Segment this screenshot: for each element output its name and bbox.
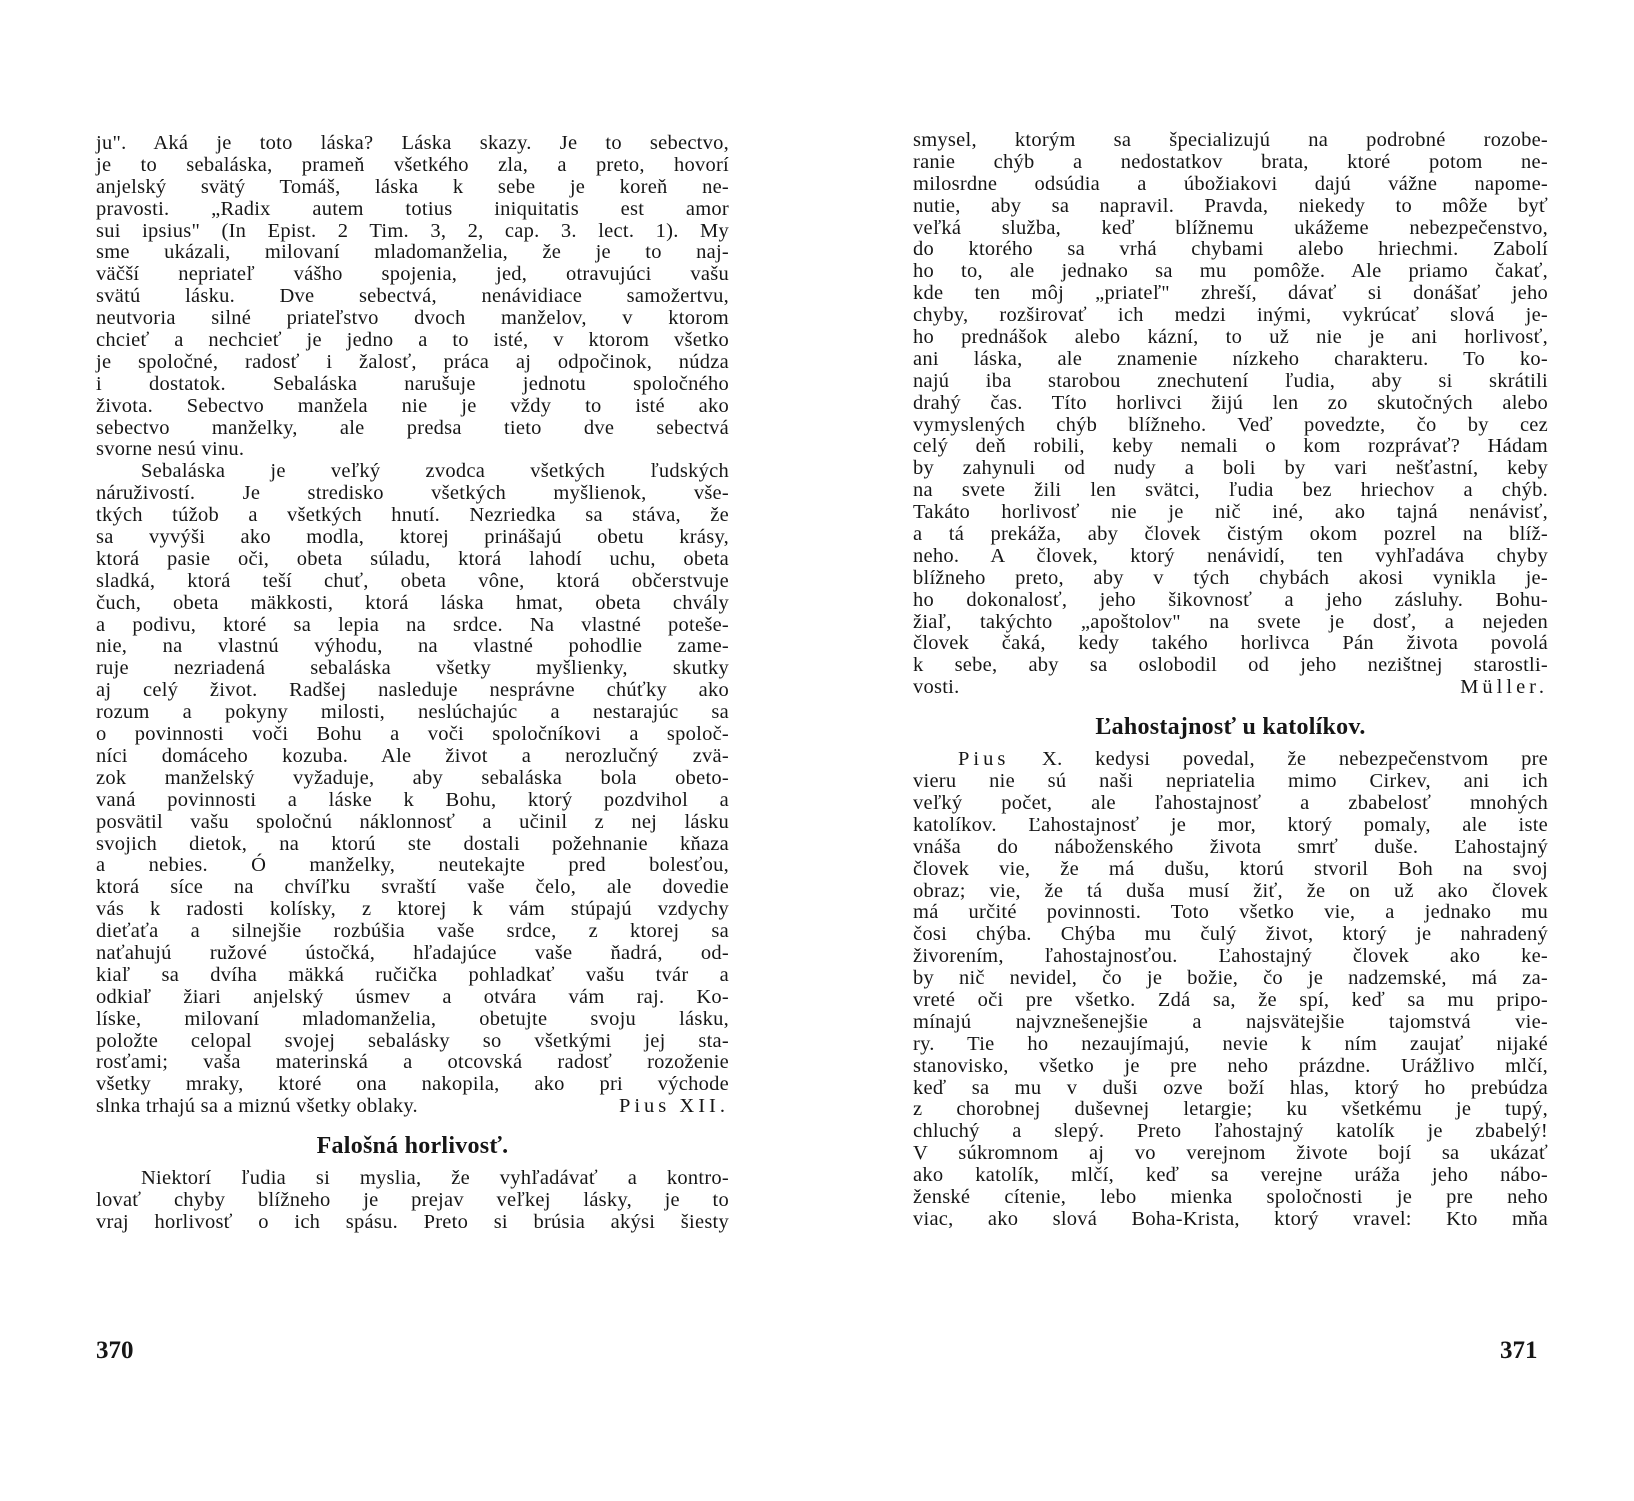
text-line: obraz; vie, že tá duša musí žiť, že on už ako človek — [913, 879, 1548, 902]
text-line: a podivu, ktoré sa lepia na srdce. Na vlastné poteše- — [96, 613, 729, 636]
text-line: odkiaľ žiari anjelský úsmev a otvára vám raj. Ko- — [96, 985, 729, 1008]
text-line: vás k radosti kolísky, z ktorej k vám stúpajú vzdychy — [96, 898, 729, 921]
text-line: drahý čas. Títo horlivci žijú len zo skutočných alebo — [913, 391, 1548, 414]
right-paragraph-1 — [913, 130, 1548, 677]
text-line: ry. Tie ho nezaujímajú, nevie k ním zaujať nijaké — [913, 1032, 1548, 1055]
text-line: Takáto horlivosť nie je nič iné, ako tajná nenávisť, — [913, 501, 1548, 524]
left-paragraph-3 — [96, 1168, 729, 1234]
text-line: chcieť a nechcieť je jedno a to isté, v ktorom všetko — [96, 329, 729, 352]
text-line: najú iba starobou znechutení ľudia, aby si skrátili — [913, 369, 1548, 392]
text-line: zok manželský vyžaduje, aby sebaláska bola obeto- — [96, 766, 729, 789]
text-line: ženské cítenie, lebo mienka spoločnosti je pre neho — [913, 1185, 1548, 1208]
text-line: ktorá pasie oči, obeta súladu, ktorá lahodí uchu, obeta — [96, 547, 729, 570]
right-page — [817, 0, 1634, 1501]
text-line: rosťami; vaša materinská a otcovská radosť rozoženie — [96, 1051, 729, 1074]
text-line: veľká služba, keď blížnemu ukážeme nebezpečenstvo, — [913, 216, 1548, 239]
text-line: čosi chýba. Chýba mu čulý život, ktorý je nahradený — [913, 923, 1548, 946]
text-line: o povinnosti voči Bohu a voči spoločníkovi a spoloč- — [96, 723, 729, 746]
closing-text: slnka trhajú sa a miznú všetky oblaky. — [96, 1095, 418, 1118]
text-line: katolíkov. Ľahostajnosť je mor, ktorý pomaly, ale iste — [913, 813, 1548, 836]
text-line: viac, ako slová Boha-Krista, ktorý vravel: Kto mňa — [913, 1207, 1548, 1230]
right-paragraph-1-closing — [913, 677, 1548, 699]
text-line: života. Sebectvo manžela nie je vždy to isté ako — [96, 394, 729, 417]
text-line: vieru nie sú naši nepriatelia mimo Cirkev, ani ich — [913, 770, 1548, 793]
text-line: by zahynuli od nudy a boli by vari nešťastní, keby — [913, 457, 1548, 480]
text-line: je to sebaláska, prameň všetkého zla, a preto, hovorí — [96, 153, 729, 176]
text-line: a nebies. Ó manželky, neutekajte pred bolesťou, — [96, 854, 729, 877]
text-line: sebectvo manželky, ale predsa tieto dve sebectvá — [96, 416, 729, 439]
text-line: V súkromnom aj vo verejnom živote bojí sa ukázať — [913, 1142, 1548, 1165]
text-line: chluchý a slepý. Preto ľahostajný katolík je zbabelý! — [913, 1120, 1548, 1143]
page-number-right: 371 — [1500, 1337, 1538, 1364]
text-line: rozum a pokyny milosti, neslúchajúc a nestarajúc sa — [96, 701, 729, 724]
text-line: svorne nesú vinu. — [96, 438, 245, 461]
text-line: milosrdne odsúdia a úbožiakovi dajú vážne napome- — [913, 172, 1548, 195]
text-line: čuch, obeta mäkkosti, ktorá láska hmat, obeta chvály — [96, 591, 729, 614]
text-line: dieťaťa a silnejšie rozbúšia vaše srdce, z ktorej sa — [96, 920, 729, 943]
text-line: Sebaláska je veľký zvodca všetkých ľudských — [141, 460, 729, 483]
text-line: všetky mraky, ktoré ona nakopila, ako pri východe — [96, 1073, 729, 1096]
text-line: sme ukázali, milovaní mladomanželia, že je to naj- — [96, 241, 729, 264]
text-line: sladká, ktorá teší chuť, obeta vône, ktorá občerstvuje — [96, 569, 729, 592]
author-name-pius: Pius — [958, 748, 1010, 771]
text-line: ktorá síce na chvíľku svraští vaše čelo, ale dovedie — [96, 876, 729, 899]
text-line: by nič nevidel, čo je božie, čo je nadzemské, má za- — [913, 967, 1548, 990]
text-line: sa vyvýši ako modla, ktorej prinášajú obetu krásy, — [96, 526, 729, 549]
text-line: ruje nezriadená sebaláska všetky myšlienky, skutky — [96, 657, 729, 680]
text-line: ani láska, ale znamenie nízkeho charakteru. To ko- — [913, 347, 1548, 370]
text-line: vaná povinnosti a láske k Bohu, ktorý pozdvihol a — [96, 788, 729, 811]
text-line: vnáša do náboženského života smrť duše. Ľahostajný — [913, 835, 1548, 858]
signature-muller: Müller. — [1460, 676, 1548, 699]
text-line: vraj horlivosť o ich spásu. Preto si brúsia akýsi šiesty — [96, 1210, 729, 1233]
text-line: ho to, ale jednako sa mu pomôže. Ale priamo čakať, — [913, 260, 1548, 283]
section-heading-lahostajnost: Ľahostajnosť u katolíkov. — [1095, 714, 1366, 741]
text-line: ho dokonalosť, jeho šikovnosť a jeho zásluhy. Bohu- — [913, 588, 1548, 611]
text-line: nie, na vlastnú výhodu, na vlastné pohodlie zame- — [96, 635, 729, 658]
text-line: väčší nepriateľ vášho spojenia, jed, otravujúci vašu — [96, 263, 729, 286]
text-line: vymyslených chýb blížneho. Veď povedzte, čo by cez — [913, 413, 1548, 436]
text-line: neutvoria silné priateľstvo dvoch manželov, v ktorom — [96, 307, 729, 330]
text-line: vreté oči pre všetko. Zdá sa, že spí, keď sa mu pripo- — [913, 988, 1548, 1011]
text-line: blížneho preto, aby v tých chybách akosi vynikla je- — [913, 566, 1548, 589]
text-line: ako katolík, mlčí, keď sa verejne uráža jeho nábo- — [913, 1164, 1548, 1187]
text-line: níci domáceho kozuba. Ale život a nerozlučný zvä- — [96, 744, 729, 767]
text-line: aj celý život. Radšej nasleduje nesprávne chúťky ako — [96, 679, 729, 702]
text-line: náruživostí. Je stredisko všetkých myšlienok, vše- — [96, 482, 729, 505]
text-line: líske, milovaní mladomanželia, obetujte svoju lásku, — [96, 1007, 729, 1030]
text-line: a tá prekáža, aby človek čistým okom pozrel na blíž- — [913, 523, 1548, 546]
text-line: tkých túžob a všetkých hnutí. Nezriedka sa stáva, že — [96, 504, 729, 527]
text-line: svätú lásku. Dve sebectvá, nenávidiace samožertvu, — [96, 285, 729, 308]
text-line: kde ten môj „priateľ" zhreší, dávať si donášať jeho — [913, 282, 1548, 305]
text-line: smysel, ktorým sa špecializujú na podrobné rozobe- — [913, 129, 1548, 151]
line-text: X. kedysi povedal, že nebezpečenstvom pre — [1042, 748, 1548, 771]
text-line: naťahujú ružové ústočká, hľadajúce vaše ňadrá, od- — [96, 941, 729, 964]
text-line: do ktorého sa vrhá chybami alebo hriechmi. Zabolí — [913, 238, 1548, 261]
text-line: položte celopal svojej sebalásky so všetkými jej sta- — [96, 1029, 729, 1052]
text-line: i dostatok. Sebaláska narušuje jednotu spoločného — [96, 372, 729, 395]
text-line: posvätil vašu spoločnú náklonnosť a učinil z nej lásku — [96, 810, 729, 833]
left-text-column — [96, 133, 729, 1234]
text-line: pravosti. „Radix autem totius iniquitatis est amor — [96, 197, 729, 220]
left-paragraph-1 — [96, 133, 729, 461]
text-line: žiaľ, takýchto „apoštolov" na svete je dosť, a nejeden — [913, 610, 1548, 633]
text-line: chyby, rozširovať ich medzi inými, vykrúcať slová je- — [913, 304, 1548, 327]
closing-text: vosti. — [913, 676, 960, 699]
text-line: človek vie, že má dušu, ktorú stvoril Boh na svoj — [913, 857, 1548, 880]
right-text-column — [913, 130, 1548, 1231]
signature-pius-xii: Pius XII. — [618, 1095, 729, 1118]
right-paragraph-2-first-line — [913, 749, 1548, 771]
text-line: svojich dietok, na ktorú ste dostali požehnanie kňaza — [96, 832, 729, 855]
text-line: na svete žili len svätci, ľudia bez hriechov a chýb. — [913, 479, 1548, 502]
text-line: celý deň robili, keby nemali o kom rozprávať? Hádam — [913, 435, 1548, 458]
text-line: keď sa mu v duši ozve boží hlas, ktorý ho prebúdza — [913, 1076, 1548, 1099]
text-line: mínajú najvznešenejšie a najsvätejšie tajomstvá vie- — [913, 1010, 1548, 1033]
left-paragraph-2-closing — [96, 1096, 729, 1118]
section-heading-falosna-horlivost: Falošná horlivosť. — [316, 1133, 509, 1160]
text-line: anjelský svätý Tomáš, láska k sebe je koreň ne- — [96, 175, 729, 198]
text-line: Niektorí ľudia si myslia, že vyhľadávať a kontro- — [141, 1167, 729, 1190]
right-paragraph-2 — [913, 771, 1548, 1231]
text-line: ho prednášok alebo kázní, to už nie je ani horlivosť, — [913, 326, 1548, 349]
text-line: veľký počet, ale ľahostajnosť a zbabelosť mnohých — [913, 791, 1548, 814]
text-line: kiaľ sa dvíha mäkká ručička pohladkať vašu tvár a — [96, 963, 729, 986]
text-line: má určité povinnosti. Toto všetko vie, a jednako mu — [913, 901, 1548, 924]
text-line: ju". Aká je toto láska? Láska skazy. Je to sebectvo, — [96, 132, 729, 154]
text-line: človek čaká, kedy takého horlivca Pán života povolá — [913, 632, 1548, 655]
text-line: ranie chýb a nedostatkov brata, ktoré potom ne- — [913, 150, 1548, 173]
text-line: sui ipsius" (In Epist. 2 Tim. 3, 2, cap. 3. lect. 1). My — [96, 219, 729, 242]
left-paragraph-2 — [96, 461, 729, 1096]
text-line: je spoločné, radosť i žalosť, práca aj odpočinok, núdza — [96, 350, 729, 373]
text-line: stanovisko, všetko je pre neho prázdne. Urážlivo mlčí, — [913, 1054, 1548, 1077]
page-number-left: 370 — [96, 1337, 134, 1364]
text-line: nutie, aby sa napravil. Pravda, niekedy to môže byť — [913, 194, 1548, 217]
text-line: živorením, ľahostajnosťou. Ľahostajný človek ako ke- — [913, 945, 1548, 968]
text-line: neho. A človek, ktorý nenávidí, ten vyhľadáva chyby — [913, 544, 1548, 567]
text-line: k sebe, aby sa oslobodil od jeho nezištnej starostli- — [913, 654, 1548, 677]
text-line: lovať chyby blížneho je prejav veľkej lásky, je to — [96, 1188, 729, 1211]
text-line: z chorobnej duševnej letargie; ku všetkému je tupý, — [913, 1098, 1548, 1121]
